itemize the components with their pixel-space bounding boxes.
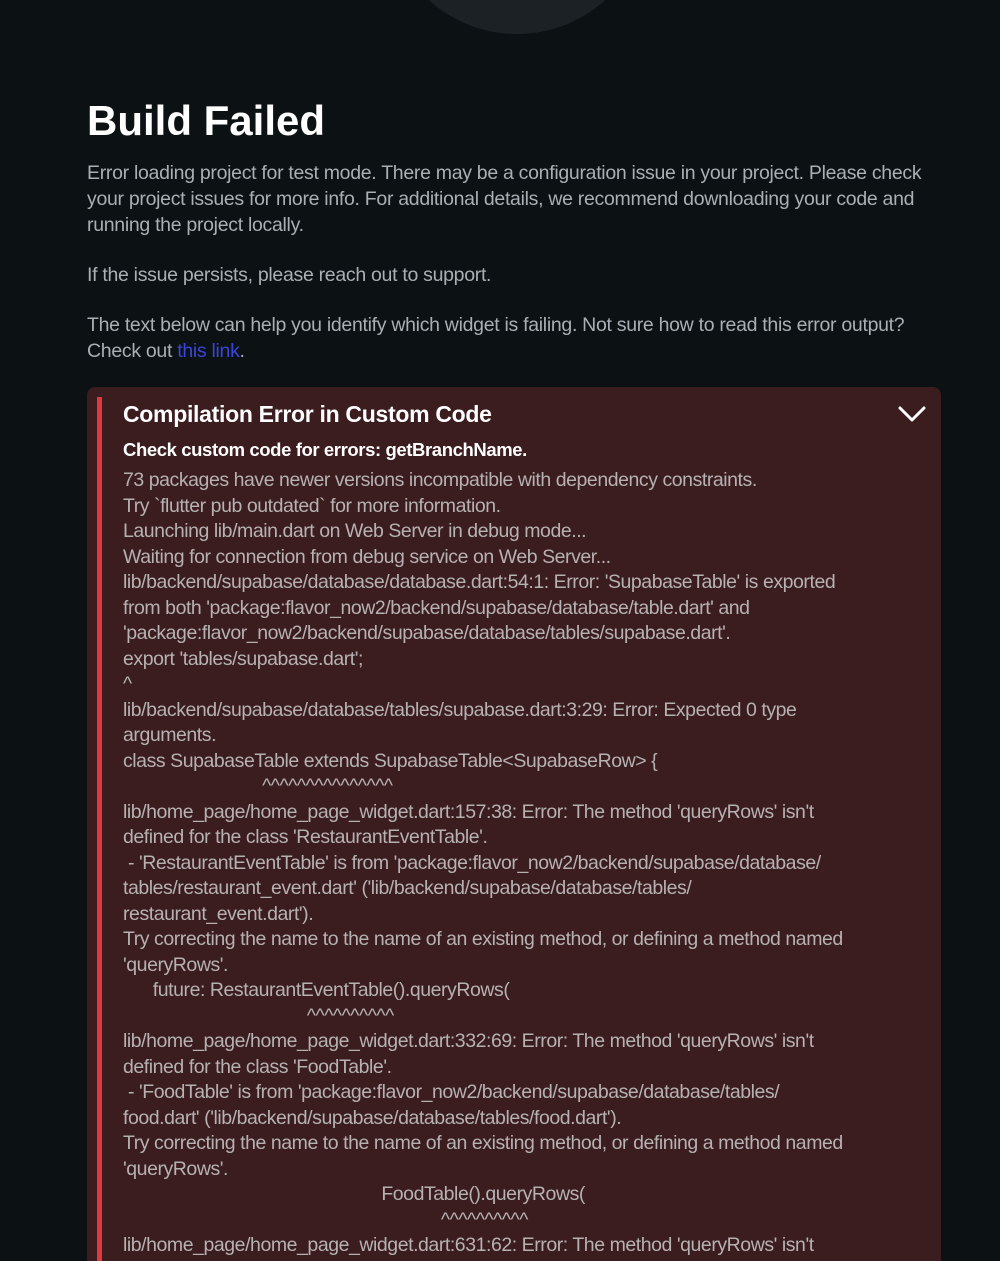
widget-help-text: The text below can help you identify which widget is failing. Not sure how to read this error output? Check out	[87, 314, 905, 362]
error-description: Error loading project for test mode. There may be a configuration issue in your project. Please check your project issues for more info. For additional details, we recommend downloading your code and running the project locally.	[87, 162, 922, 236]
widget-help-suffix: .	[239, 340, 245, 362]
chevron-down-icon[interactable]	[897, 403, 927, 425]
compilation-error-panel	[87, 387, 941, 1261]
build-failed-content	[87, 96, 937, 388]
error-title: Compilation Error in Custom Code	[123, 401, 492, 427]
error-accent-bar	[97, 397, 102, 1261]
help-link[interactable]: this link	[177, 340, 240, 362]
widget-help-message	[87, 312, 937, 364]
error-subtitle: Check custom code for errors: getBranchName.	[123, 439, 527, 460]
top-logo-circle	[385, 0, 649, 34]
page-title: Build Failed	[87, 97, 326, 144]
support-message: If the issue persists, please reach out to support.	[87, 264, 492, 286]
error-log-output: 73 packages have newer versions incompatible with dependency constraints. Try `flutter pub outdated` for more information. Launching lib/main.dart on Web Server in debug mode... Waiting for connection from debug service on Web Server... lib/backend/supabase/database/database.dart:54:1: Error: 'SupabaseTable' is exported from both 'package:flavor_now2/backend/supabase/database/table.dart' and 'package:flavor_now2/backend/supabase/database/tables/supabase.dart'. export 'tables/supabase.dart'; ^ lib/backend/supabase/database/tables/supabase.dart:3:29: Error: Expected 0 type arguments. class SupabaseTable extends SupabaseTable<SupabaseRow> { ^^^^^^^^^^^^^^^ lib/home_page/home_page_widget.dart:157:38: Error: The method 'queryRows' isn't defined for the class 'RestaurantEventTable'. - 'RestaurantEventTable' is from 'package:flavor_now2/backend/supabase/database/ tables/restaurant_event.dart' ('lib/backend/supabase/database/tables/ restaurant_event.dart'). Try correcting the name to the name of an existing method, or defining a method named 'queryRows'. future: RestaurantEventTable().queryRows( ^^^^^^^^^^ lib/home_page/home_page_widget.dart:332:69: Error: The method 'queryRows' isn't defined for the class 'FoodTable'. - 'FoodTable' is from 'package:flavor_now2/backend/supabase/database/tables/ food.dart' ('lib/backend/supabase/database/tables/food.dart'). Try correcting the name to the name of an existing method, or defining a method named 'queryRows'. FoodTable().queryRows( ^^^^^^^^^^ lib/home_page/home_page_widget.dart:631:62: Error: The method 'queryRows' isn't	[123, 469, 843, 1256]
